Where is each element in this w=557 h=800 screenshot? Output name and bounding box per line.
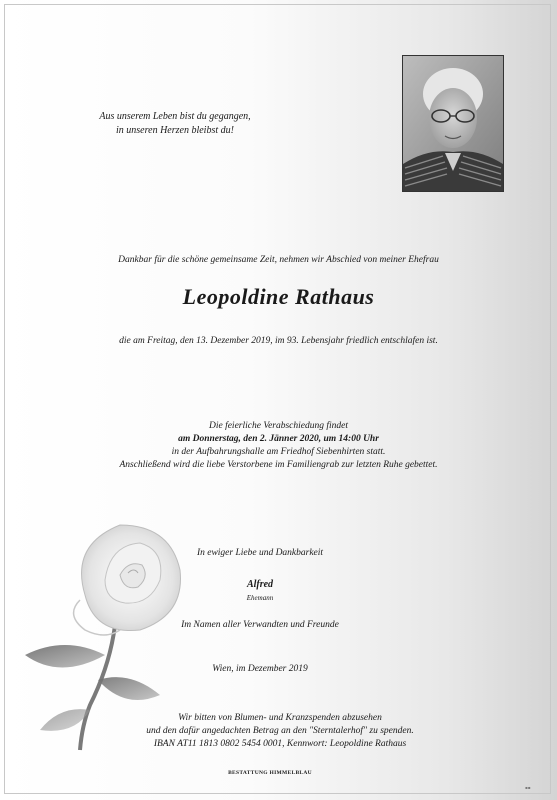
deceased-name: Leopoldine Rathaus [182,284,375,309]
love-line: In ewiger Liebe und Dankbarkeit [196,548,324,558]
mourner-relation: Ehemann [246,594,274,602]
portrait-photo [402,55,504,192]
service-line-1: Die feierliche Verabschiedung findet [208,421,349,431]
print-mark: ▪▪ [525,785,531,790]
donation-request [80,712,480,751]
quote-line-2: in unseren Herzen bleibst du! [116,125,234,136]
donation-line-1: Wir bitten von Blumen- und Kranzspenden abzusehen [178,713,382,723]
funeral-home: BESTATTUNG HIMMELBLAU [228,770,312,776]
quote-line-1: Aus unserem Leben bist du gegangen, [99,111,251,122]
place-date: Wien, im Dezember 2019 [212,664,308,674]
family-line: Im Namen aller Verwandten und Freunde [181,620,339,630]
service-location: in der Aufbahrungshalle am Friedhof Siebenhirten statt. [171,447,386,457]
service-details [0,420,557,472]
memorial-quote [60,110,290,138]
burial-note: Anschließend wird die liebe Verstorbene im Familiengrab zur letzten Ruhe gebettet. [119,460,438,470]
donation-iban: IBAN AT11 1813 0802 5454 0001, Kennwort: Leopoldine Rathaus [153,739,407,749]
service-date: am Donnerstag, den 2. Jänner 2020, um 14:00 Uhr [178,434,379,444]
death-notice: die am Freitag, den 13. Dezember 2019, im 93. Lebensjahr friedlich entschlafen ist. [119,336,438,346]
portrait-image [403,56,503,191]
mourner-name: Alfred [246,579,274,590]
farewell-intro: Dankbar für die schöne gemeinsame Zeit, nehmen wir Abschied von meiner Ehefrau [118,255,439,265]
donation-line-2: und den dafür angedachten Betrag an den "Sterntalerhof" zu spenden. [146,726,414,736]
